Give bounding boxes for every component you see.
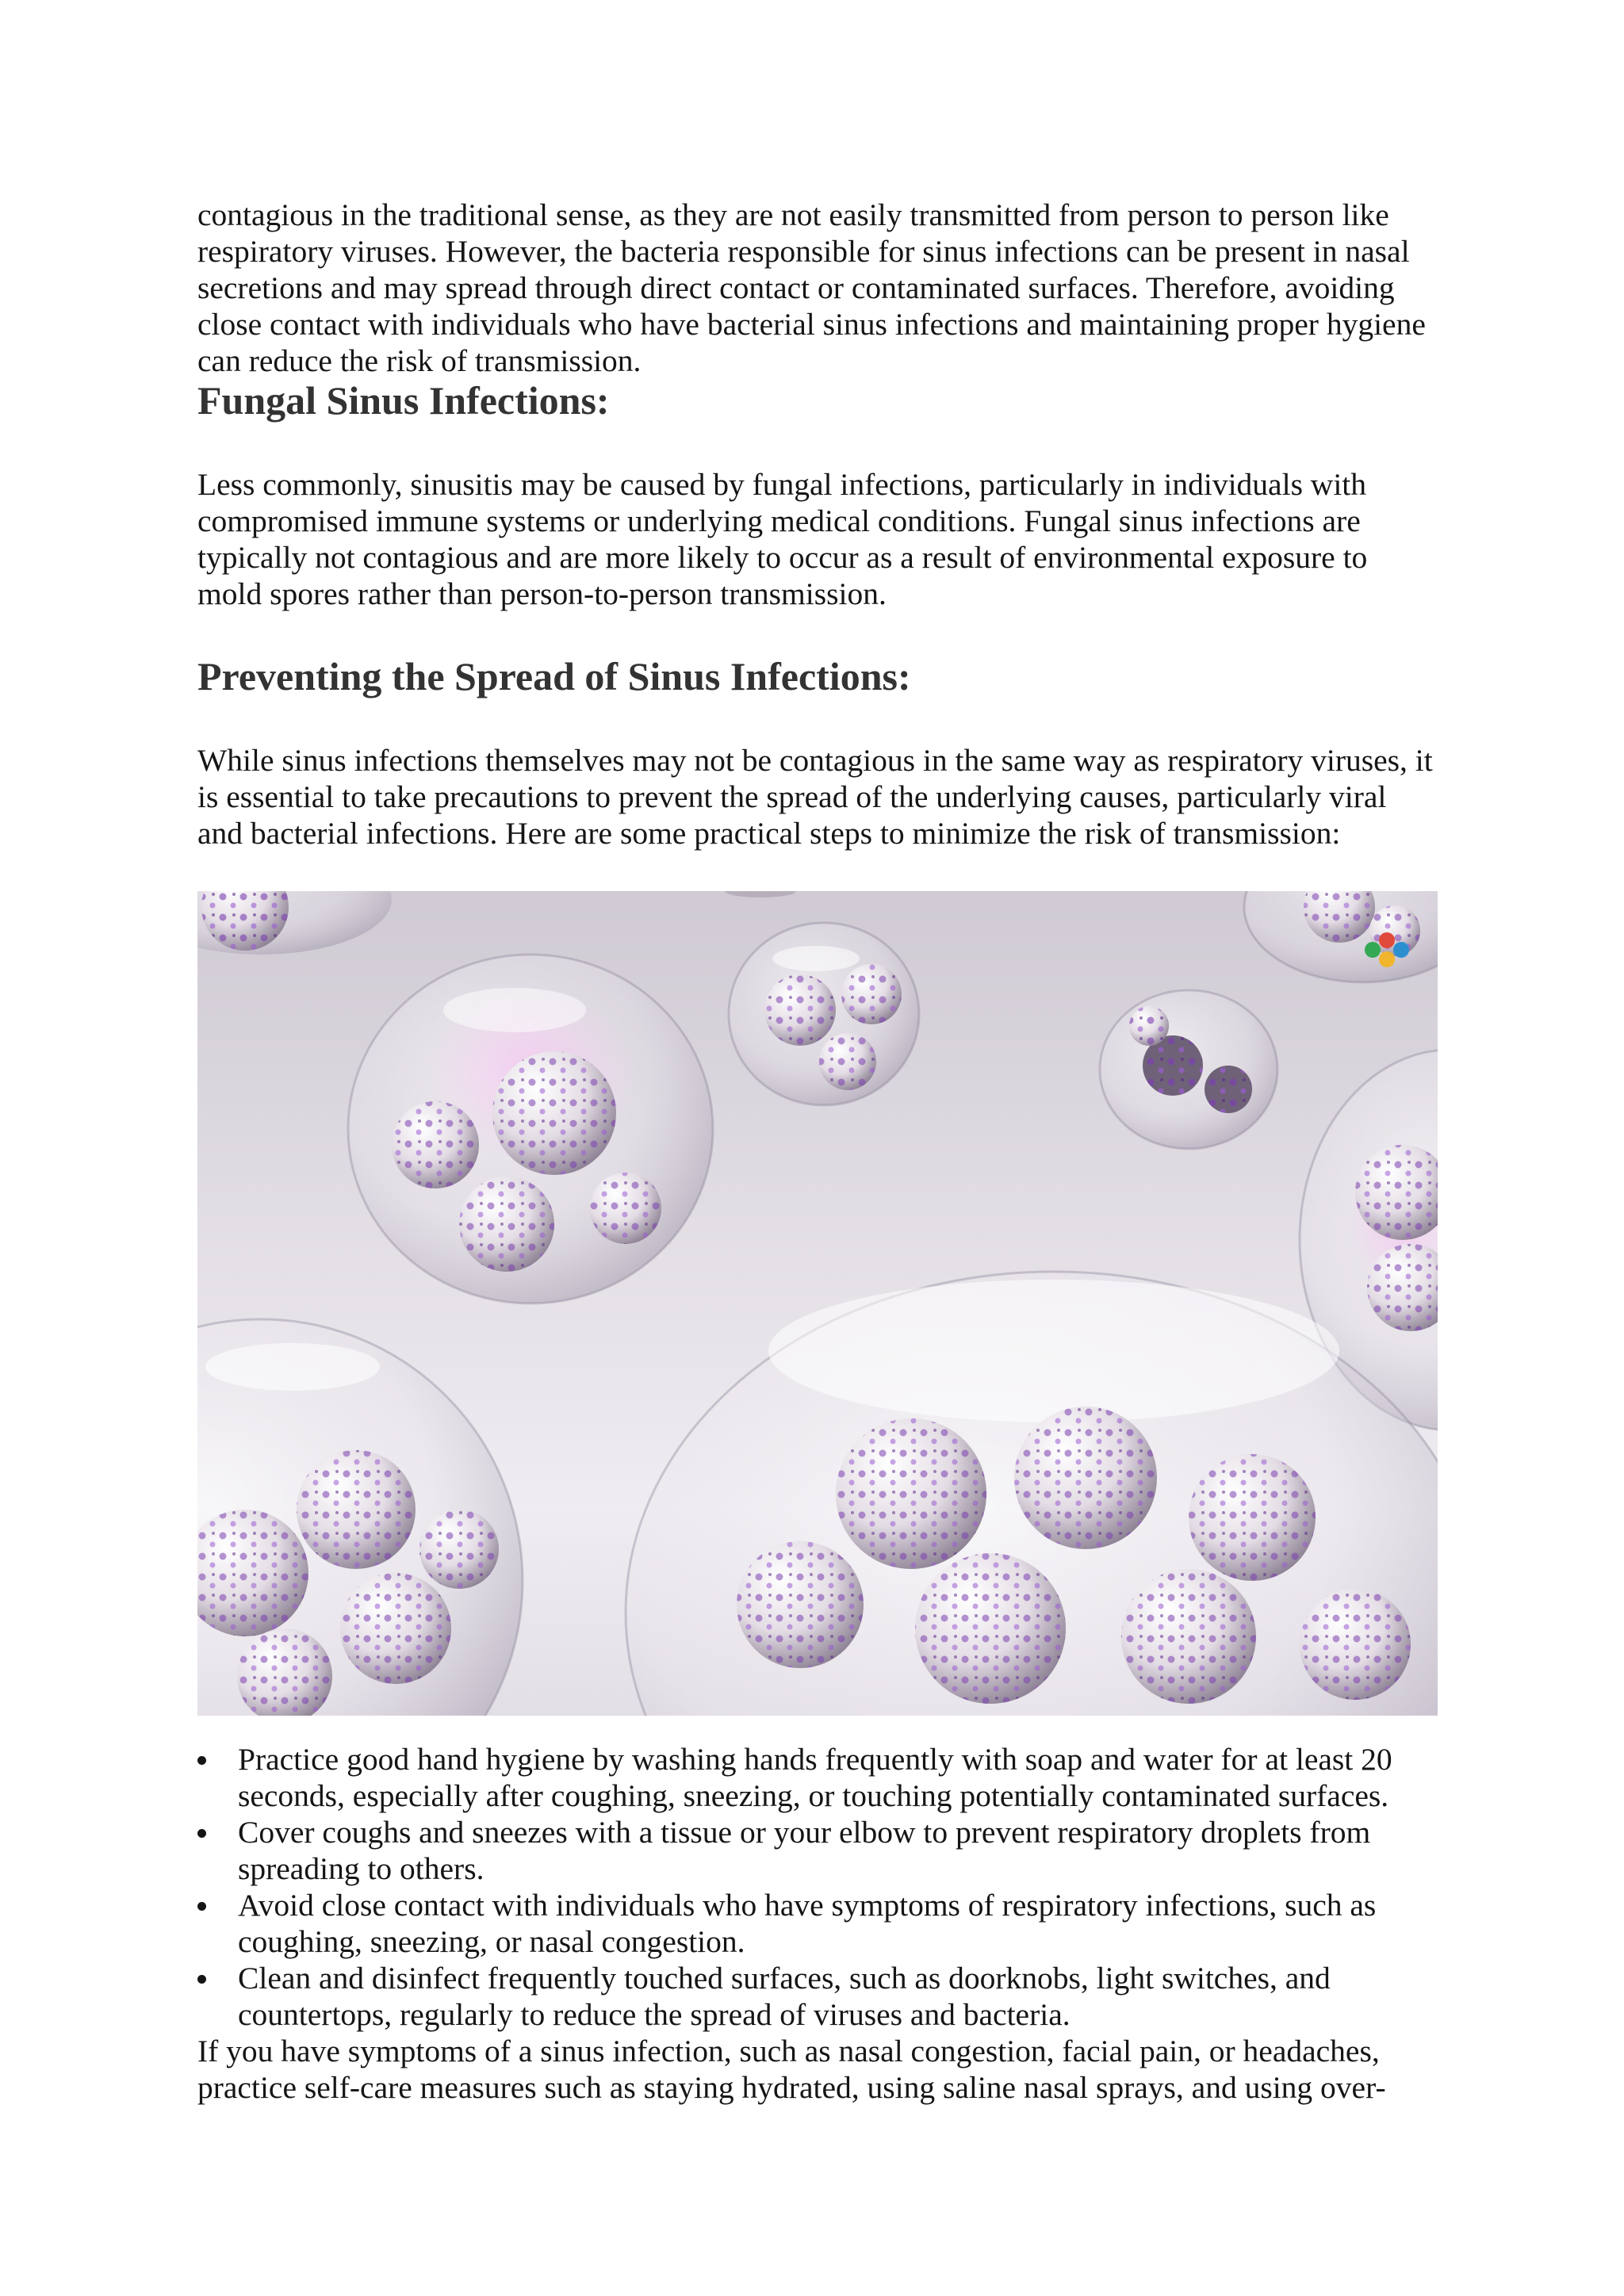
list-item — [197, 1887, 1439, 1960]
list-item-text: Avoid close contact with individuals who have symptoms of respiratory infections, such as coughing, sneezing, or nasal congestion. — [238, 1888, 1377, 1959]
droplet-center-top — [729, 923, 919, 1105]
prevention-section-heading: Preventing the Spread of Sinus Infections: — [197, 654, 911, 698]
closing-paragraph: If you have symptoms of a sinus infection, such as nasal congestion, facial pain, or headaches, practice self-care measures such as staying hydrated, using saline nasal sprays, and using over- — [197, 2034, 1386, 2105]
list-item — [197, 1741, 1439, 1814]
list-item — [197, 1960, 1439, 2033]
bullet-icon — [197, 1829, 206, 1838]
list-item-text: Cover coughs and sneezes with a tissue or your elbow to prevent respiratory droplets from spreading to others. — [238, 1815, 1371, 1886]
intro-paragraph: contagious in the traditional sense, as they are not easily transmitted from person to person like respiratory viruses. However, the bacteria responsible for sinus infections can be present in nasal secretions and may spread through direct contact or contaminated surfaces. Therefore, avoiding close contact with individuals who have bacterial sinus infections and maintaining proper hygiene can reduce the risk of transmission. — [197, 197, 1426, 378]
list-item-text: Clean and disinfect frequently touched surfaces, such as doorknobs, light switches, and countertops, regularly to reduce the spread of viruses and bacteria. — [238, 1961, 1331, 2032]
virus-droplets-illustration — [197, 891, 1438, 1716]
list-item — [197, 1814, 1439, 1887]
prevention-bullet-list — [197, 1741, 1439, 2033]
fungal-paragraph: Less commonly, sinusitis may be caused by fungal infections, particularly in individuals with compromised immune systems or underlying medical conditions. Fungal sinus infections are typically not contagious and are more likely to occur as a result of environmental exposure to mold spores rather than person-to-person transmission. — [197, 467, 1368, 611]
prevention-paragraph: While sinus infections themselves may not be contagious in the same way as respiratory viruses, it is essential to take precautions to prevent the spread of the underlying causes, particularly viral and bacterial infections. Here are some practical steps to minimize the risk of transmission: — [197, 743, 1433, 851]
droplet-right-small — [1100, 990, 1277, 1149]
bullet-icon — [197, 1902, 206, 1911]
bullet-icon — [197, 1975, 206, 1984]
droplet-left-large — [348, 955, 713, 1303]
list-item-text: Practice good hand hygiene by washing hands frequently with soap and water for at least 20 seconds, especially after coughing, sneezing, or touching potentially contaminated surfaces. — [238, 1742, 1392, 1813]
bullet-icon — [197, 1756, 206, 1765]
fungal-section-heading: Fungal Sinus Infections: — [197, 378, 610, 423]
